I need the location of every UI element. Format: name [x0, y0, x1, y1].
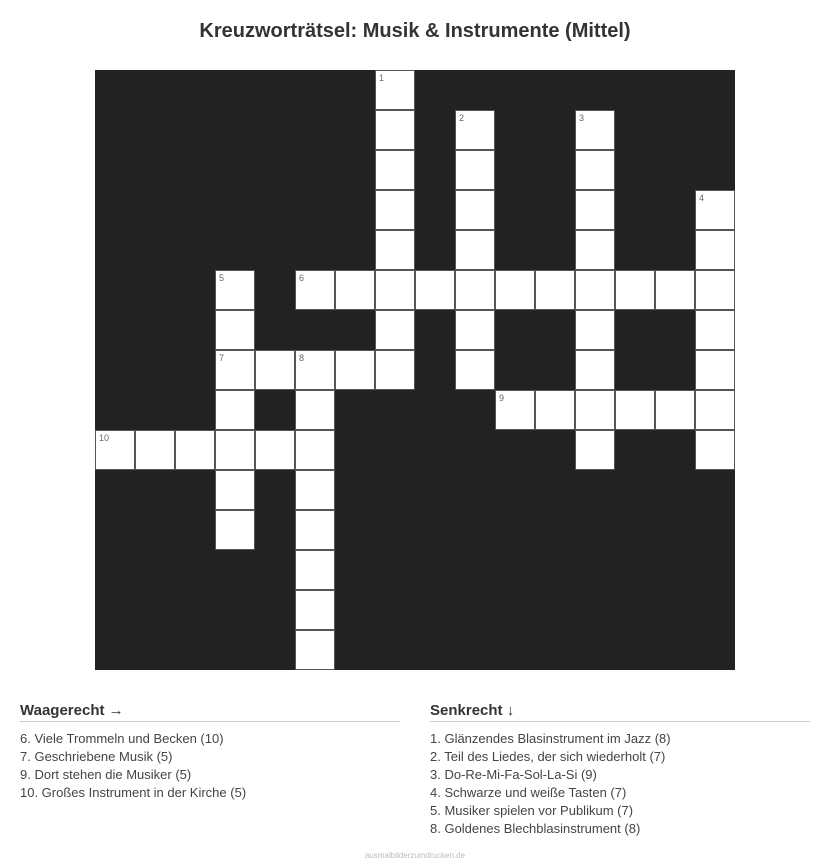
grid-cell[interactable] — [415, 270, 455, 310]
grid-cell[interactable] — [95, 430, 135, 470]
grid-cell[interactable] — [455, 350, 495, 390]
grid-cell[interactable] — [495, 270, 535, 310]
grid-cell[interactable] — [295, 270, 335, 310]
grid-cell[interactable] — [695, 270, 735, 310]
grid-cell[interactable] — [695, 190, 735, 230]
grid-cell[interactable] — [455, 270, 495, 310]
grid-cell[interactable] — [375, 270, 415, 310]
down-clue: 3. Do-Re-Mi-Fa-Sol-La-Si (9) — [430, 767, 597, 782]
grid-cell[interactable] — [375, 190, 415, 230]
grid-cell[interactable] — [295, 550, 335, 590]
grid-cell[interactable] — [295, 630, 335, 670]
grid-cell[interactable] — [695, 350, 735, 390]
grid-cell[interactable] — [295, 350, 335, 390]
grid-cell[interactable] — [295, 510, 335, 550]
grid-cell[interactable] — [455, 230, 495, 270]
across-clues — [20, 702, 400, 802]
grid-cell[interactable] — [575, 230, 615, 270]
clue-number: 1 — [379, 73, 385, 83]
grid-cell[interactable] — [215, 430, 255, 470]
grid-cell[interactable] — [535, 270, 575, 310]
across-clue: 10. Großes Instrument in der Kirche (5) — [20, 785, 247, 800]
page-title: Kreuzworträtsel: Musik & Instrumente (Mittel) — [199, 20, 631, 42]
clue-number: 7 — [219, 353, 225, 363]
clue-number: 8 — [299, 353, 305, 363]
grid-cell[interactable] — [575, 150, 615, 190]
grid-cell[interactable] — [455, 190, 495, 230]
across-clue: 9. Dort stehen die Musiker (5) — [20, 767, 192, 782]
down-clue: 1. Glänzendes Blasinstrument im Jazz (8) — [430, 731, 671, 746]
grid-cell[interactable] — [575, 310, 615, 350]
clue-number: 9 — [499, 393, 505, 403]
grid-cell[interactable] — [575, 190, 615, 230]
grid-cell[interactable] — [575, 390, 615, 430]
down-clue: 5. Musiker spielen vor Publikum (7) — [430, 803, 634, 818]
grid-cell[interactable] — [655, 390, 695, 430]
clue-number: 5 — [219, 273, 225, 283]
across-clue: 6. Viele Trommeln und Becken (10) — [20, 731, 224, 746]
grid-cell[interactable] — [695, 430, 735, 470]
down-clue: 4. Schwarze und weiße Tasten (7) — [430, 785, 627, 800]
grid-cell[interactable] — [295, 430, 335, 470]
grid-cell[interactable] — [255, 430, 295, 470]
clue-number: 4 — [699, 193, 705, 203]
grid-cell[interactable] — [695, 230, 735, 270]
grid-cell[interactable] — [575, 270, 615, 310]
grid-cell[interactable] — [215, 510, 255, 550]
across-heading: Waagerecht → — [20, 702, 400, 722]
grid-cell[interactable] — [455, 150, 495, 190]
down-heading: Senkrecht ↓ — [430, 702, 810, 722]
grid-cell[interactable] — [375, 150, 415, 190]
grid-cell[interactable] — [455, 310, 495, 350]
grid-cell[interactable] — [375, 310, 415, 350]
grid-cell[interactable] — [575, 110, 615, 150]
grid-cell[interactable] — [375, 110, 415, 150]
grid-cell[interactable] — [575, 350, 615, 390]
down-clue: 2. Teil des Liedes, der sich wiederholt (7) — [430, 749, 666, 764]
clue-number: 2 — [459, 113, 465, 123]
across-clue: 7. Geschriebene Musik (5) — [20, 749, 173, 764]
grid-cell[interactable] — [615, 270, 655, 310]
grid-cell[interactable] — [215, 350, 255, 390]
grid-cell[interactable] — [615, 390, 655, 430]
grid-cell[interactable] — [295, 470, 335, 510]
down-clue: 8. Goldenes Blechblasinstrument (8) — [430, 821, 641, 836]
grid-cell[interactable] — [535, 390, 575, 430]
grid-cell[interactable] — [215, 390, 255, 430]
grid-cell[interactable] — [255, 350, 295, 390]
grid-cell[interactable] — [215, 310, 255, 350]
grid-cell[interactable] — [215, 470, 255, 510]
clue-number: 6 — [299, 273, 305, 283]
grid-cell[interactable] — [335, 350, 375, 390]
clue-number: 10 — [99, 433, 110, 443]
grid-cell[interactable] — [335, 270, 375, 310]
grid-cell[interactable] — [295, 590, 335, 630]
clue-number: 3 — [579, 113, 585, 123]
grid-cell[interactable] — [375, 230, 415, 270]
grid-cell[interactable] — [695, 390, 735, 430]
crossword-grid — [95, 70, 735, 670]
grid-cell[interactable] — [695, 310, 735, 350]
grid-cell[interactable] — [215, 270, 255, 310]
grid-cell[interactable] — [175, 430, 215, 470]
footer-credit: ausmalbilderzumdrucken.de — [364, 851, 466, 860]
grid-cell[interactable] — [375, 350, 415, 390]
grid-cell[interactable] — [455, 110, 495, 150]
grid-cell[interactable] — [495, 390, 535, 430]
grid-cell[interactable] — [375, 70, 415, 110]
grid-cell[interactable] — [655, 270, 695, 310]
grid-cell[interactable] — [575, 430, 615, 470]
grid-cell[interactable] — [295, 390, 335, 430]
grid-cell[interactable] — [135, 430, 175, 470]
down-clues — [430, 702, 810, 838]
